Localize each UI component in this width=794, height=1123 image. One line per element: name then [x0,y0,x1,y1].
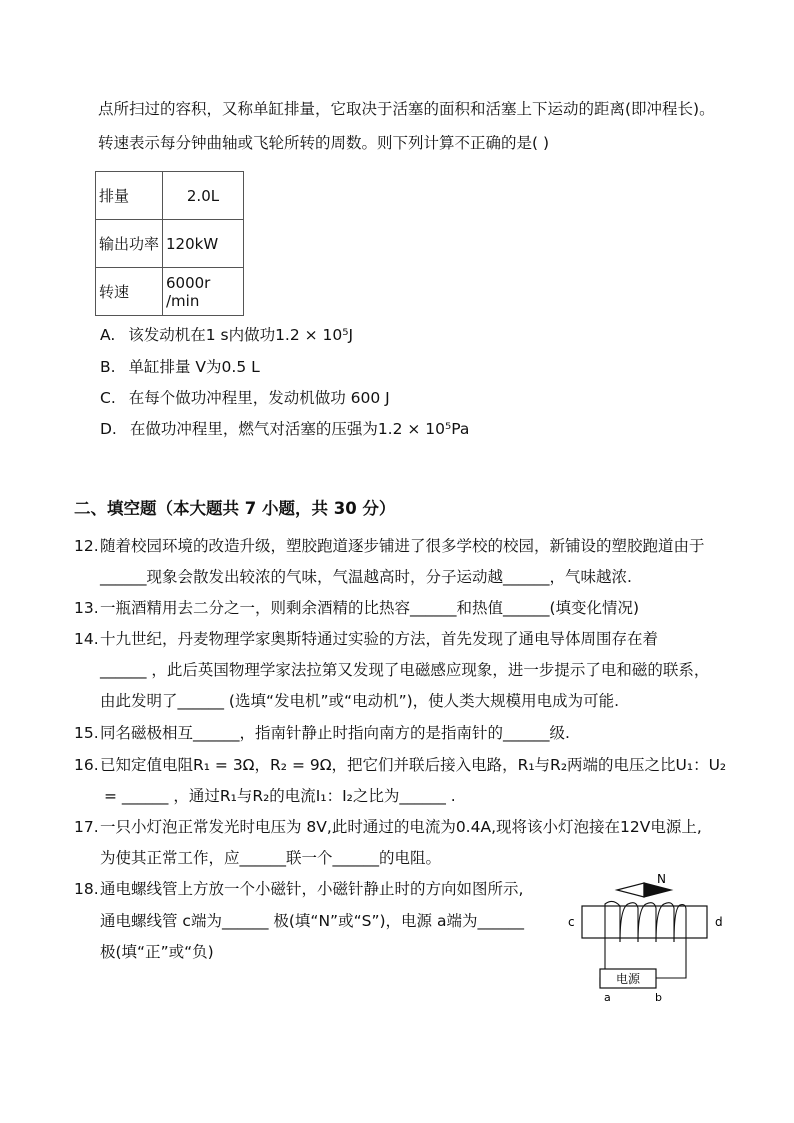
end-c-label: c [568,915,575,929]
table-value: 2.0L [163,172,244,220]
table-value: 120kW [163,220,244,268]
question-17-line-1: 一只小灯泡正常发光时电压为 8V,此时通过的电流为0.4A,现将该小灯泡接在12V电源上, [100,818,702,836]
section-title: 二、填空题（本大题共 7 小题，共 30 分） [74,499,396,518]
option-text: 该发动机在1 s内做功1.2 × 10⁵J [128,326,354,344]
end-d-label: d [715,915,723,929]
question-18-line-2: 通电螺线管 c端为______ 极(填“N”或“S”)，电源 a端为______ [100,912,524,930]
needle-north-label: N [657,872,666,886]
engine-spec-table [95,171,244,316]
option-letter: A. [100,326,116,344]
question-18-line-3: 极(填“正”或“负) [100,943,214,961]
question-13-line-1: 一瓶酒精用去二分之一，则剩余酒精的比热容______和热值______(填变化情况) [100,599,640,617]
terminal-a-label: a [604,991,611,1004]
table-key: 转速 [96,268,163,316]
intro-line-2: 转速表示每分钟曲轴或飞轮所转的周数。则下列计算不正确的是( ) [98,134,550,152]
question-16-line-2: = ______ ，通过R₁与R₂的电流I₁：I₂之比为______ . [104,787,456,805]
option-text: 在做功冲程里，燃气对活塞的压强为1.2 × 10⁵Pa [129,420,470,438]
question-16-line-1: 已知定值电阻R₁ = 3Ω，R₂ = 9Ω，把它们并联后接入电路，R₁与R₂两端的电压之比U₁：U₂ [100,756,727,774]
question-17-line-2: 为使其正常工作，应______联一个______的电阻。 [100,849,442,867]
table-row [96,268,244,316]
option-letter: B. [100,358,116,376]
question-15-line-1: 同名磁极相互______，指南针静止时指向南方的是指南针的______级. [100,724,570,742]
option-b [100,356,260,378]
solenoid-figure [560,868,735,1008]
option-text: 单缸排量 V为0.5 L [128,358,260,376]
question-number: 13. [74,599,99,617]
question-number: 14. [74,630,99,648]
question-number: 17. [74,818,99,836]
intro-line-1: 点所扫过的容积，又称单缸排量，它取决于活塞的面积和活塞上下运动的距离(即冲程长)。 [98,100,715,118]
table-key: 排量 [96,172,163,220]
table-row [96,220,244,268]
table-row [96,172,244,220]
question-14-line-1: 十九世纪，丹麦物理学家奥斯特通过实验的方法，首先发现了通电导体周围存在着 [100,630,659,648]
power-source-label: 电源 [615,972,641,986]
solenoid-core [582,906,707,938]
coil-windings [605,901,686,942]
option-letter: C. [100,389,116,407]
terminal-b-label: b [655,991,662,1004]
question-number: 15. [74,724,99,742]
option-text: 在每个做功冲程里，发动机做功 600 J [128,389,390,407]
question-12-line-2: ______现象会散发出较浓的气味，气温越高时，分子运动越______，气味越浓. [100,568,632,586]
question-14-line-2: ______ ，此后英国物理学家法拉第又发现了电磁感应现象，进一步提示了电和磁的联系， [100,661,710,679]
option-d [100,418,469,440]
question-number: 12. [74,537,99,555]
question-12-line-1: 随着校园环境的改造升级，塑胶跑道逐步铺进了很多学校的校园，新铺设的塑胶跑道由于 [100,537,705,555]
option-c [100,387,390,409]
question-number: 18. [74,880,99,898]
wire-right [656,938,686,978]
question-number: 16. [74,756,99,774]
question-18-line-1: 通电螺线管上方放一个小磁针，小磁针静止时的方向如图所示, [100,880,524,898]
question-14-line-3: 由此发明了______ (选填“发电机”或“电动机”)，使人类大规模用电成为可能. [100,692,620,710]
option-a [100,324,353,346]
table-value: 6000r /min [163,268,244,316]
table-key: 输出功率 [96,220,163,268]
option-letter: D. [100,420,117,438]
